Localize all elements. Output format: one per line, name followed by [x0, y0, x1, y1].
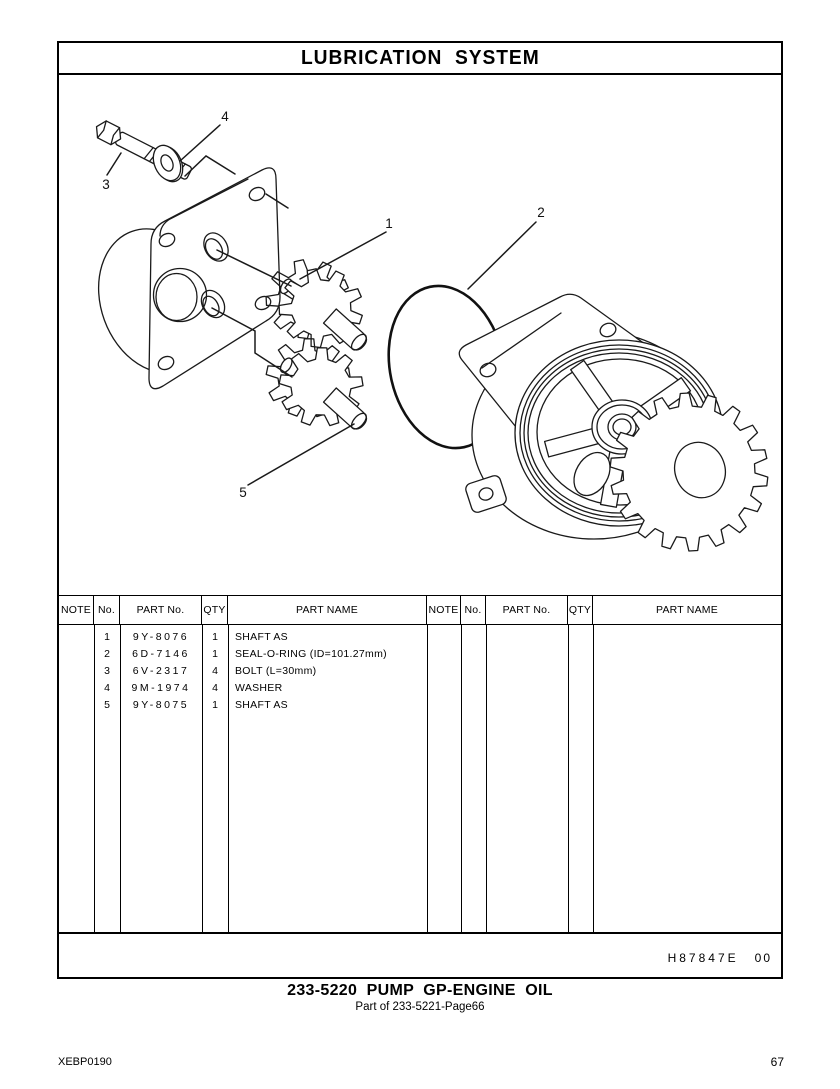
col-note: NOTE: [59, 596, 94, 624]
table-row: [59, 662, 781, 679]
row-part-name: WASHER: [235, 681, 283, 694]
assembly-title: 233-5220 PUMP GP-ENGINE OIL: [287, 982, 553, 999]
callout-2: 2: [537, 205, 545, 220]
callout-1: 1: [385, 216, 393, 231]
callout-3: 3: [102, 177, 110, 192]
callout-4: 4: [221, 109, 229, 124]
row-no: 2: [104, 647, 110, 660]
col-note-2: NOTE: [427, 596, 461, 624]
col-qty: QTY: [202, 596, 228, 624]
row-no: 4: [104, 681, 110, 694]
row-part-name: SHAFT AS: [235, 630, 288, 643]
row-qty: 4: [212, 681, 218, 694]
code-bar: [59, 932, 781, 981]
parts-table-body: [59, 625, 781, 932]
row-part-name: SHAFT AS: [235, 698, 288, 711]
row-part-no: 9Y-8075: [132, 698, 190, 711]
col-qty-2: QTY: [568, 596, 593, 624]
row-qty: 1: [212, 647, 218, 660]
row-part-no: 6V-2317: [132, 664, 190, 677]
row-part-no: 9M-1974: [131, 681, 191, 694]
doc-revision: 00: [754, 950, 772, 965]
gear-shaft-5: [266, 339, 370, 433]
page-number: 67: [770, 1055, 784, 1069]
assembly-subtitle: Part of 233-5221-Page66: [355, 1001, 485, 1013]
row-no: 3: [104, 664, 110, 677]
row-qty: 4: [212, 664, 218, 677]
parts-table-header: [59, 595, 781, 625]
col-no: No.: [94, 596, 120, 624]
row-part-no: 9Y-8076: [132, 630, 190, 643]
exploded-pump-diagram: [59, 75, 781, 595]
col-part-no: PART No.: [120, 596, 202, 624]
page-frame: [57, 41, 783, 979]
section-title-band: [59, 43, 781, 75]
pump-cover-plate: [79, 168, 280, 390]
diagram-area: [59, 75, 781, 595]
row-part-no: 6D-7146: [132, 647, 190, 660]
form-number: XEBP0190: [58, 1056, 112, 1068]
table-row: [59, 679, 781, 696]
row-part-name: SEAL-O-RING (ID=101.27mm): [235, 647, 387, 660]
row-part-name: BOLT (L=30mm): [235, 664, 317, 677]
col-part-no-2: PART No.: [486, 596, 568, 624]
table-row: [59, 696, 781, 713]
col-part-name-2: PART NAME: [656, 604, 718, 616]
row-qty: 1: [212, 698, 218, 711]
section-title: LUBRICATION SYSTEM: [300, 46, 540, 69]
table-row: [59, 645, 781, 662]
row-no: 1: [104, 630, 110, 643]
gear-shaft-1: [266, 260, 370, 353]
table-row: [59, 628, 781, 645]
col-no-2: No.: [461, 596, 486, 624]
col-part-name: PART NAME: [228, 596, 427, 624]
row-no: 5: [104, 698, 110, 711]
doc-code: H87847E: [667, 950, 739, 965]
row-qty: 1: [212, 630, 218, 643]
callout-5: 5: [239, 485, 247, 500]
